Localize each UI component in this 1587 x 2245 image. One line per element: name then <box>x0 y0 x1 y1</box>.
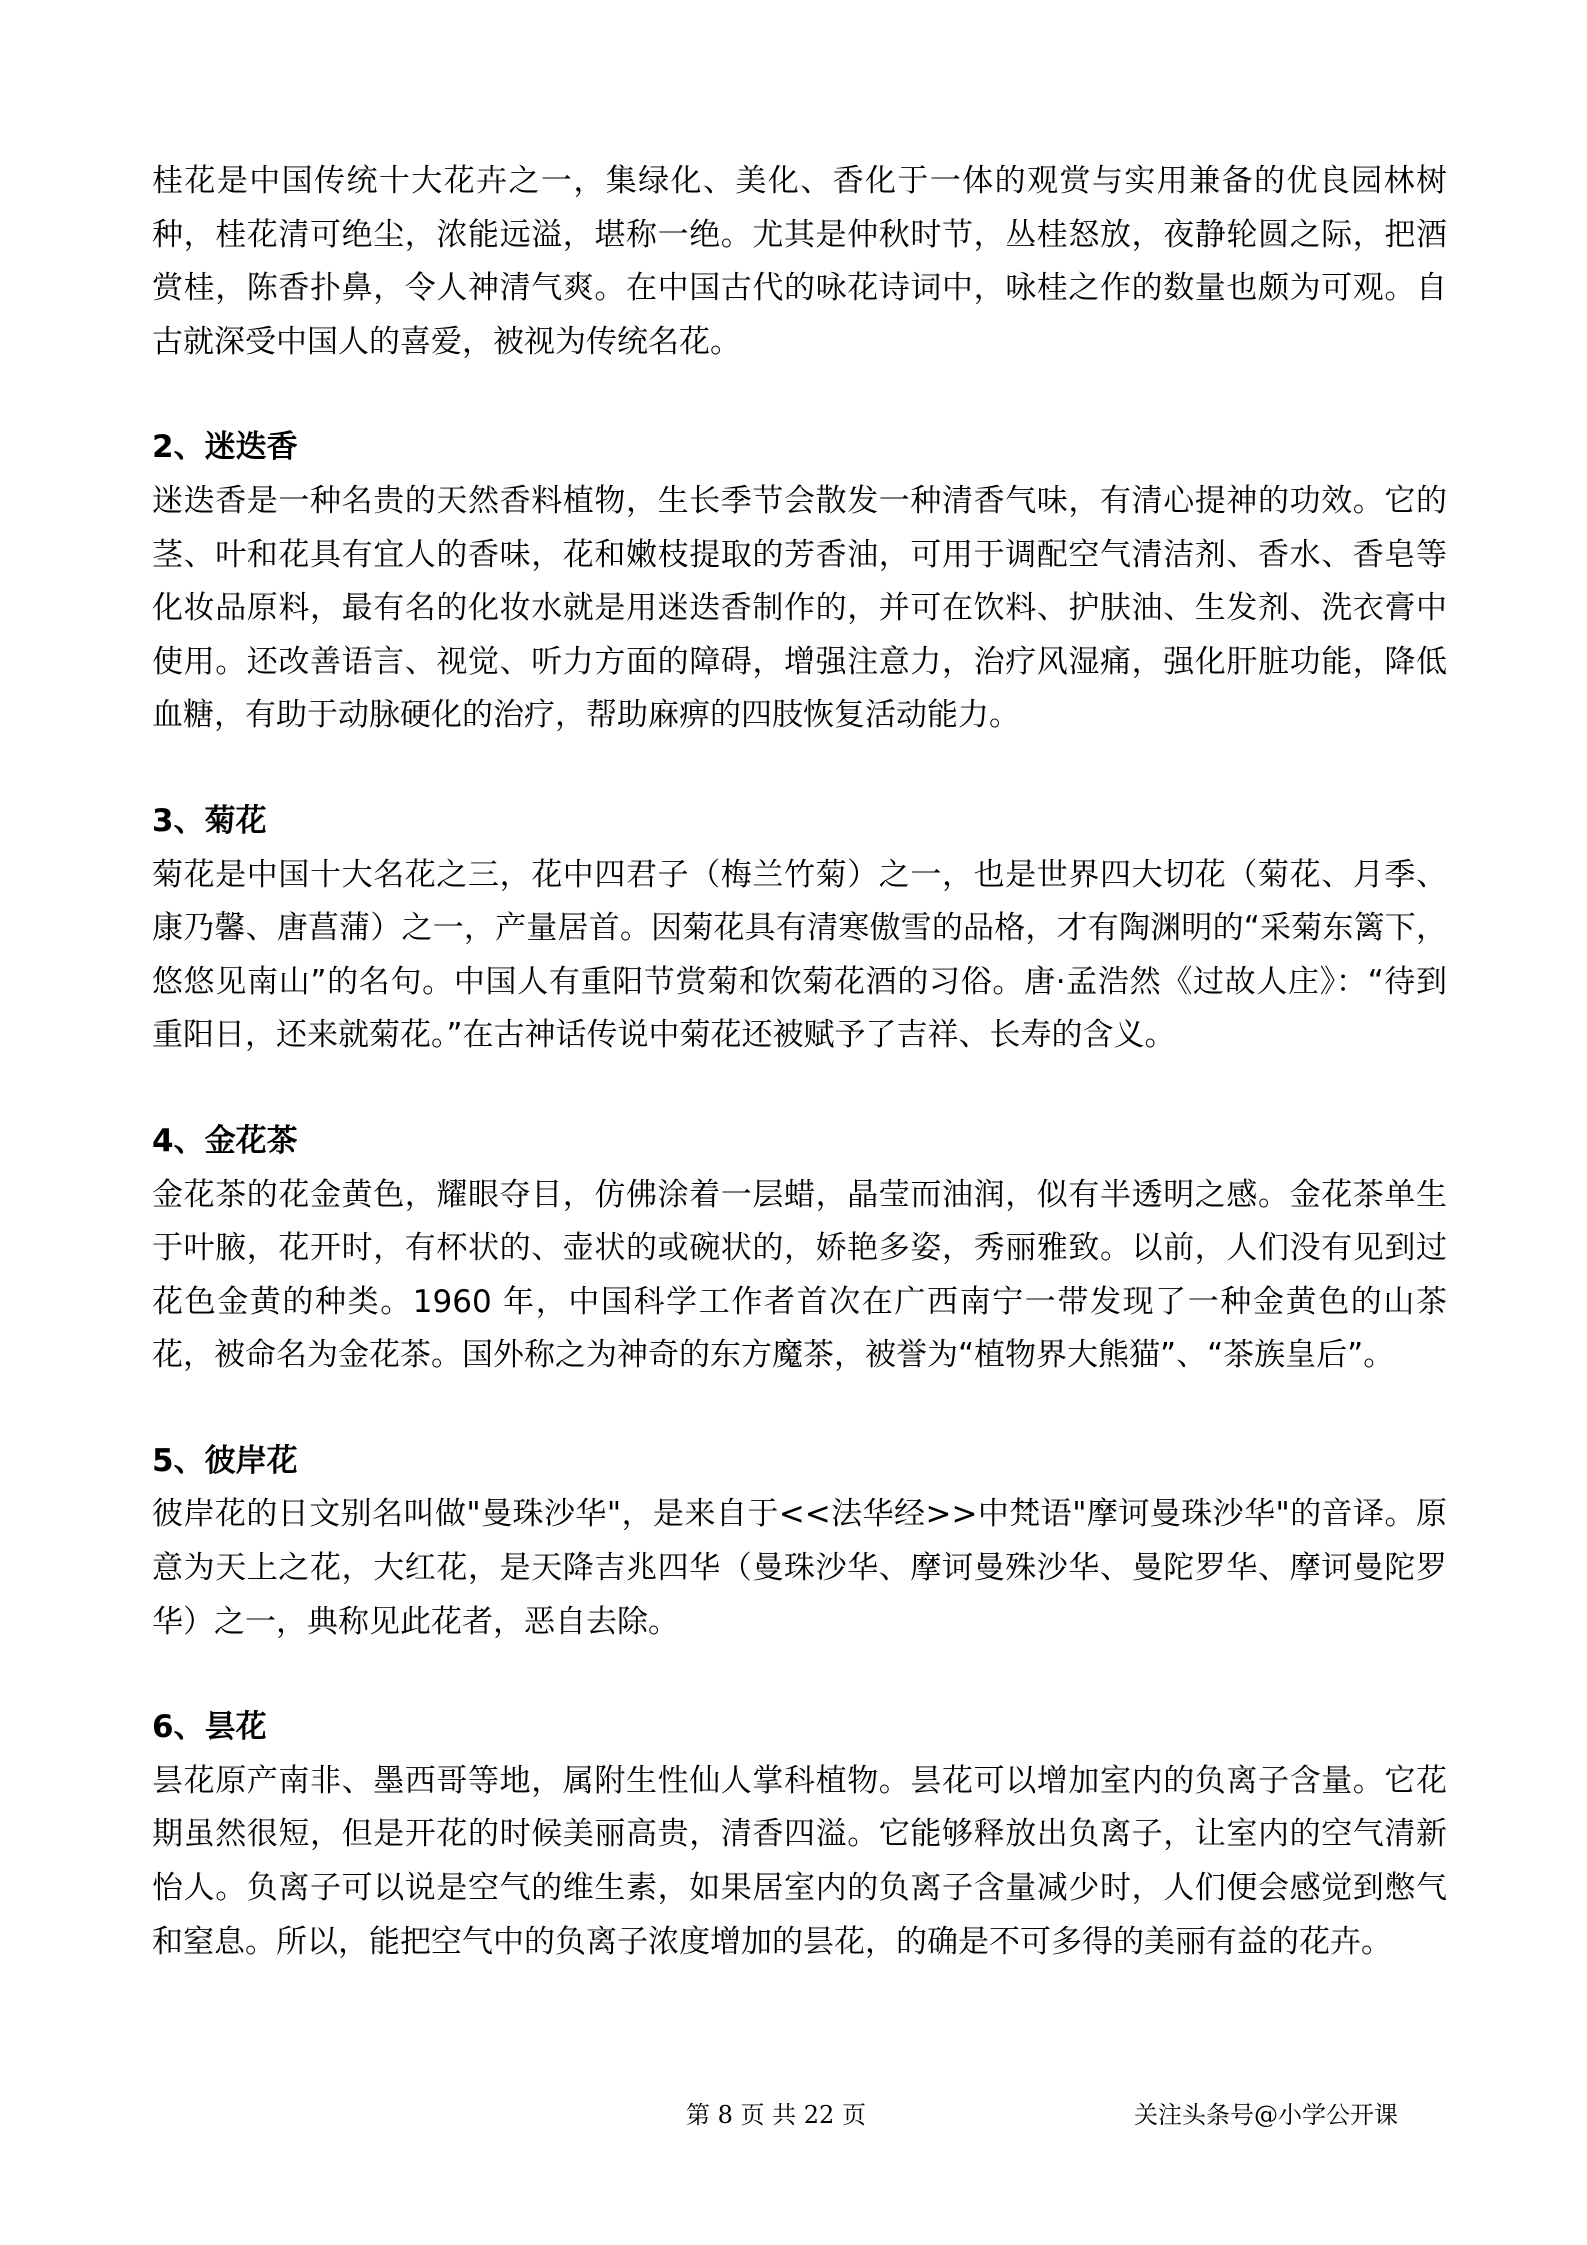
section-paragraph: 迷迭香是一种名贵的天然香料植物，生长季节会散发一种清香气味，有清心提神的功效。它的茎、叶和花具有宜人的香味，花和嫩枝提取的芳香油，可用于调配空气清洁剂、香水、香皂等化妆品原料，最有名的化妆水就是用迷迭香制作的，并可在饮料、护肤油、生发剂、洗衣膏中使用。还改善语言、视觉、听力方面的障碍，增强注意力，治疗风湿痛，强化肝脏功能，降低血糖，有助于动脉硬化的治疗，帮助麻痹的四肢恢复活动能力。 <box>152 482 1447 734</box>
section-chrysanthemum <box>152 795 1447 1063</box>
intro-paragraph: 桂花是中国传统十大花卉之一，集绿化、美化、香化于一体的观赏与实用兼备的优良园林树种，桂花清可绝尘，浓能远溢，堪称一绝。尤其是仲秋时节，丛桂怒放，夜静轮圆之际，把酒赏桂，陈香扑鼻，令人神清气爽。在中国古代的咏花诗词中，咏桂之作的数量也颇为可观。自古就深受中国人的喜爱，被视为传统名花。 <box>152 163 1447 360</box>
section-spider-lily <box>152 1435 1447 1649</box>
footer-credit: 关注头条号@小学公开课 <box>1134 2101 1398 2129</box>
section-heading: 2、迷迭香 <box>152 429 298 466</box>
section-heading: 6、昙花 <box>152 1709 267 1746</box>
page-footer <box>0 2095 1587 2135</box>
section-golden-camellia <box>152 1115 1447 1383</box>
section-epiphyllum <box>152 1701 1447 1969</box>
section-paragraph: 菊花是中国十大名花之三，花中四君子（梅兰竹菊）之一，也是世界四大切花（菊花、月季、康乃馨、唐菖蒲）之一，产量居首。因菊花具有清寒傲雪的品格，才有陶渊明的“采菊东篱下，悠悠见南山”的名句。中国人有重阳节赏菊和饮菊花酒的习俗。唐·孟浩然《过故人庄》：“待到重阳日，还来就菊花。”在古神话传说中菊花还被赋予了吉祥、长寿的含义。 <box>152 856 1447 1054</box>
section-paragraph: 金花茶的花金黄色，耀眼夺目，仿佛涂着一层蜡，晶莹而油润，似有半透明之感。金花茶单生于叶腋，花开时，有杯状的、壶状的或碗状的，娇艳多姿，秀丽雅致。以前，人们没有见到过花色金黄的种类。1960 年，中国科学工作者首次在广西南宁一带发现了一种金黄色的山茶花，被命名为金花茶。国外称之为神奇的东方魔茶，被誉为“植物界大熊猫”、“茶族皇后”。 <box>152 1176 1447 1374</box>
page-number: 第 8 页 共 22 页 <box>686 2101 866 2129</box>
section-paragraph: 昙花原产南非、墨西哥等地，属附生性仙人掌科植物。昙花可以增加室内的负离子含量。它花期虽然很短，但是开花的时候美丽高贵，清香四溢。它能够释放出负离子，让室内的空气清新怡人。负离子可以说是空气的维生素，如果居室内的负离子含量减少时，人们便会感觉到憋气和窒息。所以，能把空气中的负离子浓度增加的昙花，的确是不可多得的美丽有益的花卉。 <box>152 1762 1447 1960</box>
section-heading: 4、金花茶 <box>152 1122 298 1159</box>
document-body <box>152 155 1447 1969</box>
section-rosemary <box>152 421 1447 743</box>
section-heading: 5、彼岸花 <box>152 1442 298 1479</box>
section-heading: 3、菊花 <box>152 802 267 839</box>
section-paragraph: 彼岸花的日文别名叫做"曼珠沙华"，是来自于<<法华经>>中梵语"摩诃曼珠沙华"的音译。原意为天上之花，大红花，是天降吉兆四华（曼珠沙华、摩诃曼殊沙华、曼陀罗华、摩诃曼陀罗华）之一，典称见此花者，恶自去除。 <box>152 1496 1447 1640</box>
